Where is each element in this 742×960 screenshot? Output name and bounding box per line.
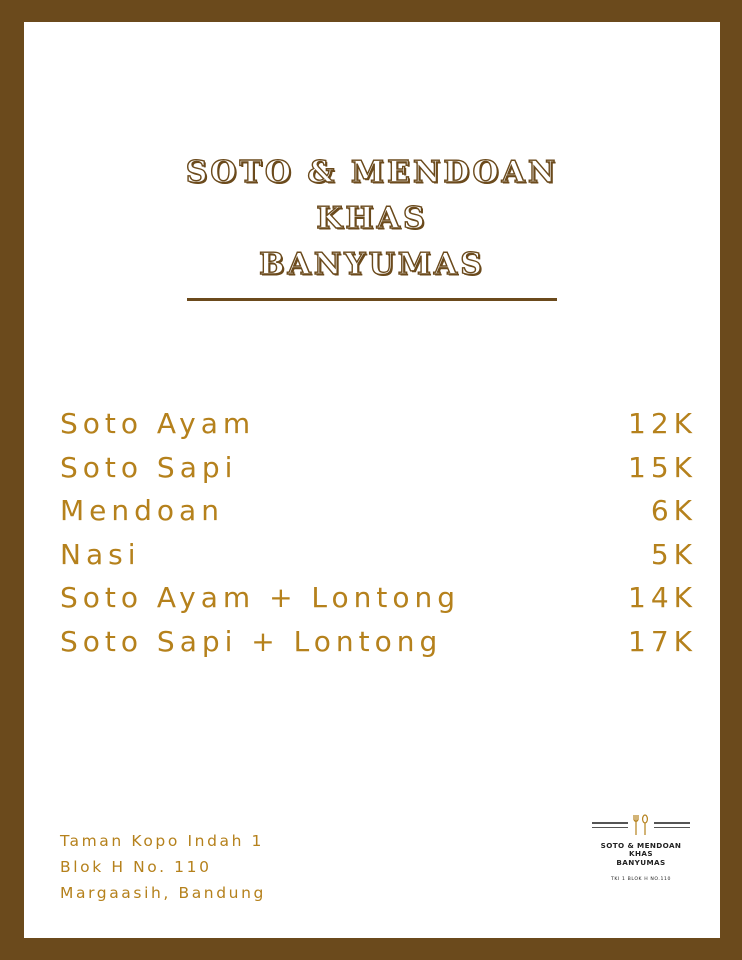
logo-right-lines — [654, 822, 690, 828]
fork-spoon-icon — [632, 814, 650, 836]
logo-line-1: SOTO & MENDOAN — [600, 841, 682, 850]
menu-item-name: Soto Sapi + Lontong — [60, 624, 443, 658]
menu-item-name: Nasi — [60, 537, 141, 571]
menu-item — [60, 537, 697, 582]
menu-item — [60, 450, 697, 495]
menu-item-price: 15K — [628, 450, 697, 484]
menu-list — [60, 407, 697, 668]
menu-page — [24, 22, 720, 938]
logo-mark — [590, 812, 692, 838]
brand-logo — [590, 812, 692, 882]
menu-item — [60, 581, 697, 625]
menu-item-price: 12K — [628, 407, 697, 440]
title-line-1: SOTO & MENDOAN — [185, 155, 559, 190]
address-line-3: Margaasih, Bandung — [60, 884, 266, 902]
menu-title — [24, 150, 720, 288]
title-divider — [187, 298, 557, 301]
logo-text — [590, 842, 692, 867]
menu-item-name: Soto Ayam + Lontong — [60, 581, 461, 614]
menu-item — [60, 407, 697, 451]
address-line-1: Taman Kopo Indah 1 — [60, 832, 265, 850]
address-block — [60, 828, 266, 906]
menu-item-price: 17K — [628, 624, 697, 658]
logo-address: TKI 1 BLOK H NO.110 — [610, 877, 672, 883]
menu-item-price: 5K — [650, 537, 697, 571]
title-line-3: BANYUMAS — [259, 247, 485, 282]
logo-line-3: BANYUMAS — [616, 857, 666, 867]
menu-item-name: Mendoan — [60, 494, 224, 527]
menu-item-price: 14K — [628, 581, 697, 614]
logo-line-2: KHAS — [629, 849, 653, 859]
address-line-2: Blok H No. 110 — [60, 858, 212, 876]
menu-item-name: Soto Sapi — [60, 450, 238, 484]
menu-item-name: Soto Ayam — [60, 407, 256, 440]
logo-left-lines — [592, 822, 628, 828]
title-line-2: KHAS — [316, 201, 428, 236]
menu-item — [60, 624, 697, 669]
menu-item-price: 6K — [650, 494, 697, 527]
menu-item — [60, 494, 697, 538]
